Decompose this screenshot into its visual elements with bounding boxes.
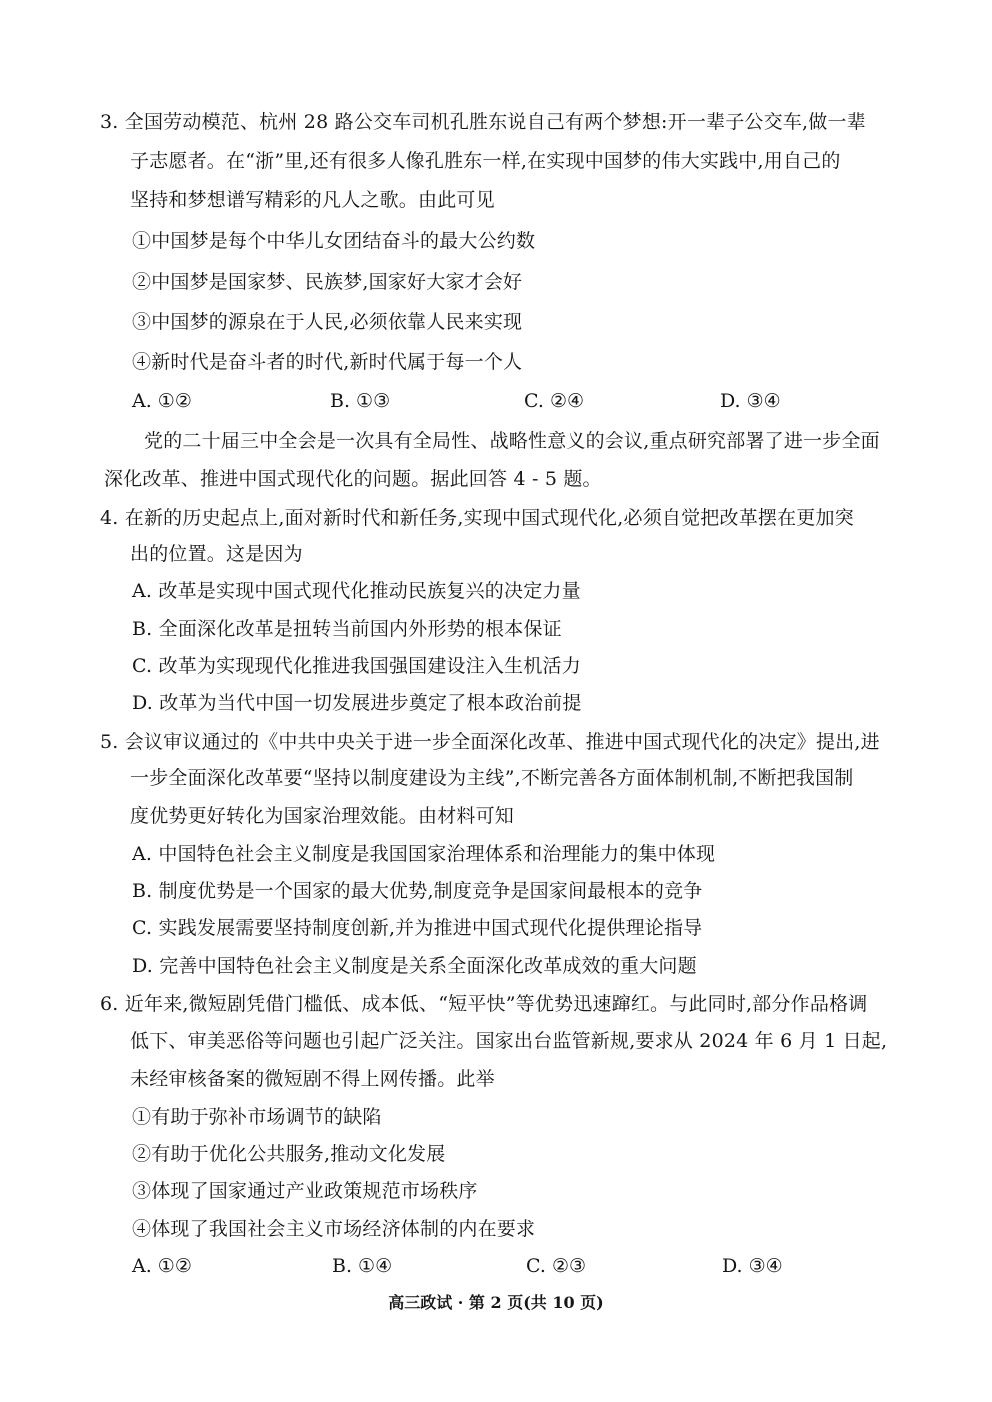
q5-stem-line-2: 一步全面深化改革要“坚持以制度建设为主线”,不断完善各方面体制机制,不断把我国制 (130, 767, 854, 789)
q5-option-c[interactable]: C. 实践发展需要坚持制度创新,并为推进中国式现代化提供理论指导 (132, 917, 703, 939)
q3-choice-d[interactable]: D. ③④ (720, 390, 781, 412)
q5-option-d[interactable]: D. 完善中国特色社会主义制度是关系全面深化改革成效的重大问题 (132, 955, 697, 977)
q6-item-2: ②有助于优化公共服务,推动文化发展 (132, 1143, 446, 1165)
q3-item-3: ③中国梦的源泉在于人民,必须依靠人民来实现 (132, 311, 523, 333)
q6-item-1: ①有助于弥补市场调节的缺陷 (132, 1106, 382, 1128)
q6-choice-b[interactable]: B. ①④ (332, 1255, 393, 1277)
q6-choice-c[interactable]: C. ②③ (526, 1255, 587, 1277)
q6-choice-d[interactable]: D. ③④ (722, 1255, 783, 1277)
q4-stem-line-2: 出的位置。这是因为 (130, 543, 303, 565)
q3-item-1: ①中国梦是每个中华儿女团结奋斗的最大公约数 (132, 230, 536, 252)
q4-option-d[interactable]: D. 改革为当代中国一切发展进步奠定了根本政治前提 (132, 692, 582, 714)
q4-option-b[interactable]: B. 全面深化改革是扭转当前国内外形势的根本保证 (132, 618, 562, 640)
intro-line-1: 党的二十届三中全会是一次具有全局性、战略性意义的会议,重点研究部署了进一步全面 (144, 430, 880, 452)
q4-option-a[interactable]: A. 改革是实现中国式现代化推动民族复兴的决定力量 (132, 580, 581, 602)
q5-option-b[interactable]: B. 制度优势是一个国家的最大优势,制度竞争是国家间最根本的竞争 (132, 880, 703, 902)
q3-choices (132, 389, 832, 413)
q5-stem-line-1: 5. 会议审议通过的《中共中央关于进一步全面深化改革、推进中国式现代化的决定》提出,进 (100, 731, 880, 753)
q3-item-2: ②中国梦是国家梦、民族梦,国家好大家才会好 (132, 271, 523, 293)
q3-stem-line-3: 坚持和梦想谱写精彩的凡人之歌。由此可见 (130, 189, 495, 211)
q6-choices (132, 1254, 832, 1278)
q3-item-4: ④新时代是奋斗者的时代,新时代属于每一个人 (132, 351, 523, 373)
page-footer: 高三政试 · 第 2 页(共 10 页) (388, 1293, 604, 1312)
q6-stem-line-2: 低下、审美恶俗等问题也引起广泛关注。国家出台监管新规,要求从 2024 年 6 月 1 日起, (130, 1030, 888, 1052)
q5-option-a[interactable]: A. 中国特色社会主义制度是我国国家治理体系和治理能力的集中体现 (132, 843, 716, 865)
q3-choice-b[interactable]: B. ①③ (330, 390, 391, 412)
q6-item-4: ④体现了我国社会主义市场经济体制的内在要求 (132, 1218, 536, 1240)
q3-choice-a[interactable]: A. ①② (132, 390, 192, 412)
q6-stem-line-3: 未经审核备案的微短剧不得上网传播。此举 (130, 1068, 495, 1090)
q4-option-c[interactable]: C. 改革为实现现代化推进我国强国建设注入生机活力 (132, 655, 581, 677)
intro-line-2: 深化改革、推进中国式现代化的问题。据此回答 4 - 5 题。 (104, 468, 602, 490)
q4-stem-line-1: 4. 在新的历史起点上,面对新时代和新任务,实现中国式现代化,必须自觉把改革摆在更加突 (100, 507, 854, 529)
q3-stem-line-2: 子志愿者。在“浙”里,还有很多人像孔胜东一样,在实现中国梦的伟大实践中,用自己的 (130, 150, 841, 172)
q6-choice-a[interactable]: A. ①② (132, 1255, 192, 1277)
q3-choice-c[interactable]: C. ②④ (524, 390, 585, 412)
q6-item-3: ③体现了国家通过产业政策规范市场秩序 (132, 1180, 478, 1202)
q6-stem-line-1: 6. 近年来,微短剧凭借门槛低、成本低、“短平快”等优势迅速蹿红。与此同时,部分作品格调 (100, 993, 868, 1015)
q3-stem-line-1: 3. 全国劳动模范、杭州 28 路公交车司机孔胜东说自己有两个梦想:开一辈子公交车,做一辈 (100, 111, 866, 133)
q5-stem-line-3: 度优势更好转化为国家治理效能。由材料可知 (130, 805, 515, 827)
